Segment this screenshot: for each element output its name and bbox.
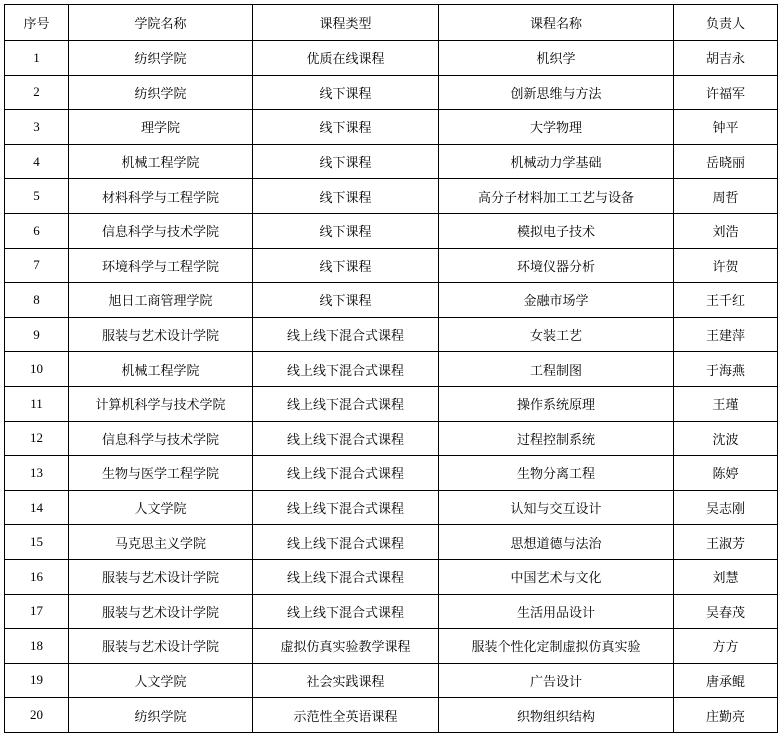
- cell-college-name: 信息科学与技术学院: [69, 213, 253, 248]
- cell-course-name: 操作系统原理: [439, 386, 674, 421]
- cell-course-type: 线上线下混合式课程: [253, 386, 439, 421]
- header-leader: 负责人: [674, 5, 778, 41]
- cell-leader: 王千红: [674, 283, 778, 318]
- cell-leader: 许贺: [674, 248, 778, 283]
- cell-leader: 方方: [674, 629, 778, 664]
- table-row: [5, 110, 778, 145]
- cell-index: 13: [5, 456, 69, 491]
- cell-course-type: 线上线下混合式课程: [253, 559, 439, 594]
- cell-college-name: 信息科学与技术学院: [69, 421, 253, 456]
- table-row: [5, 629, 778, 664]
- table-row: [5, 248, 778, 283]
- cell-course-name: 工程制图: [439, 352, 674, 387]
- cell-index: 4: [5, 144, 69, 179]
- table-row: [5, 594, 778, 629]
- cell-course-type: 线下课程: [253, 110, 439, 145]
- cell-index: 5: [5, 179, 69, 214]
- cell-course-type: 线上线下混合式课程: [253, 525, 439, 560]
- cell-course-type: 线下课程: [253, 283, 439, 318]
- table-row: [5, 352, 778, 387]
- cell-course-type: 线下课程: [253, 144, 439, 179]
- cell-course-name: 过程控制系统: [439, 421, 674, 456]
- cell-course-type: 线下课程: [253, 213, 439, 248]
- cell-college-name: 纺织学院: [69, 698, 253, 733]
- cell-index: 19: [5, 663, 69, 698]
- cell-leader: 沈波: [674, 421, 778, 456]
- cell-leader: 唐承鲲: [674, 663, 778, 698]
- cell-leader: 许福军: [674, 75, 778, 110]
- cell-leader: 吴志刚: [674, 490, 778, 525]
- cell-index: 11: [5, 386, 69, 421]
- cell-index: 1: [5, 41, 69, 76]
- cell-course-name: 机械动力学基础: [439, 144, 674, 179]
- cell-leader: 庄勤亮: [674, 698, 778, 733]
- cell-leader: 周哲: [674, 179, 778, 214]
- cell-college-name: 人文学院: [69, 490, 253, 525]
- table-row: [5, 386, 778, 421]
- cell-college-name: 旭日工商管理学院: [69, 283, 253, 318]
- header-index: 序号: [5, 5, 69, 41]
- cell-index: 9: [5, 317, 69, 352]
- cell-college-name: 马克思主义学院: [69, 525, 253, 560]
- cell-index: 7: [5, 248, 69, 283]
- cell-course-type: 线上线下混合式课程: [253, 421, 439, 456]
- cell-college-name: 机械工程学院: [69, 144, 253, 179]
- table-header-row: [5, 5, 778, 41]
- cell-course-name: 高分子材料加工工艺与设备: [439, 179, 674, 214]
- table-row: [5, 559, 778, 594]
- cell-course-type: 线上线下混合式课程: [253, 490, 439, 525]
- cell-leader: 王淑芳: [674, 525, 778, 560]
- cell-index: 20: [5, 698, 69, 733]
- cell-index: 12: [5, 421, 69, 456]
- table-row: [5, 317, 778, 352]
- cell-course-name: 服装个性化定制虚拟仿真实验: [439, 629, 674, 664]
- table-row: [5, 75, 778, 110]
- cell-index: 16: [5, 559, 69, 594]
- cell-course-type: 优质在线课程: [253, 41, 439, 76]
- header-course-name: 课程名称: [439, 5, 674, 41]
- cell-course-type: 线下课程: [253, 248, 439, 283]
- cell-college-name: 服装与艺术设计学院: [69, 629, 253, 664]
- cell-index: 8: [5, 283, 69, 318]
- cell-course-type: 示范性全英语课程: [253, 698, 439, 733]
- cell-college-name: 材料科学与工程学院: [69, 179, 253, 214]
- cell-college-name: 纺织学院: [69, 41, 253, 76]
- cell-index: 18: [5, 629, 69, 664]
- cell-course-name: 思想道德与法治: [439, 525, 674, 560]
- cell-leader: 王瑾: [674, 386, 778, 421]
- header-college-name: 学院名称: [69, 5, 253, 41]
- cell-course-name: 创新思维与方法: [439, 75, 674, 110]
- cell-course-type: 线上线下混合式课程: [253, 352, 439, 387]
- cell-course-name: 中国艺术与文化: [439, 559, 674, 594]
- cell-leader: 岳晓丽: [674, 144, 778, 179]
- cell-course-type: 社会实践课程: [253, 663, 439, 698]
- cell-course-name: 模拟电子技术: [439, 213, 674, 248]
- cell-college-name: 服装与艺术设计学院: [69, 317, 253, 352]
- table-row: [5, 421, 778, 456]
- cell-course-name: 广告设计: [439, 663, 674, 698]
- cell-course-type: 虚拟仿真实验教学课程: [253, 629, 439, 664]
- cell-college-name: 理学院: [69, 110, 253, 145]
- cell-course-name: 大学物理: [439, 110, 674, 145]
- cell-course-name: 机织学: [439, 41, 674, 76]
- cell-course-type: 线上线下混合式课程: [253, 317, 439, 352]
- cell-college-name: 机械工程学院: [69, 352, 253, 387]
- cell-course-name: 生物分离工程: [439, 456, 674, 491]
- course-table: [4, 4, 778, 733]
- cell-college-name: 人文学院: [69, 663, 253, 698]
- table-body: [5, 41, 778, 733]
- table-row: [5, 525, 778, 560]
- cell-index: 2: [5, 75, 69, 110]
- cell-course-type: 线上线下混合式课程: [253, 456, 439, 491]
- cell-course-type: 线下课程: [253, 75, 439, 110]
- table-row: [5, 490, 778, 525]
- table-row: [5, 144, 778, 179]
- cell-college-name: 计算机科学与技术学院: [69, 386, 253, 421]
- cell-course-name: 生活用品设计: [439, 594, 674, 629]
- cell-course-name: 织物组织结构: [439, 698, 674, 733]
- cell-index: 15: [5, 525, 69, 560]
- cell-index: 6: [5, 213, 69, 248]
- cell-college-name: 服装与艺术设计学院: [69, 594, 253, 629]
- cell-course-name: 女装工艺: [439, 317, 674, 352]
- cell-college-name: 生物与医学工程学院: [69, 456, 253, 491]
- cell-leader: 钟平: [674, 110, 778, 145]
- cell-leader: 王建萍: [674, 317, 778, 352]
- cell-leader: 于海燕: [674, 352, 778, 387]
- cell-college-name: 环境科学与工程学院: [69, 248, 253, 283]
- cell-course-name: 金融市场学: [439, 283, 674, 318]
- cell-college-name: 服装与艺术设计学院: [69, 559, 253, 594]
- cell-index: 14: [5, 490, 69, 525]
- cell-index: 3: [5, 110, 69, 145]
- cell-index: 17: [5, 594, 69, 629]
- table-row: [5, 179, 778, 214]
- header-course-type: 课程类型: [253, 5, 439, 41]
- cell-leader: 刘慧: [674, 559, 778, 594]
- table-row: [5, 41, 778, 76]
- table-row: [5, 663, 778, 698]
- cell-index: 10: [5, 352, 69, 387]
- cell-course-name: 认知与交互设计: [439, 490, 674, 525]
- cell-leader: 刘浩: [674, 213, 778, 248]
- table-row: [5, 698, 778, 733]
- cell-course-type: 线下课程: [253, 179, 439, 214]
- table-row: [5, 456, 778, 491]
- cell-leader: 胡吉永: [674, 41, 778, 76]
- cell-college-name: 纺织学院: [69, 75, 253, 110]
- table-row: [5, 213, 778, 248]
- cell-leader: 陈婷: [674, 456, 778, 491]
- cell-course-type: 线上线下混合式课程: [253, 594, 439, 629]
- cell-course-name: 环境仪器分析: [439, 248, 674, 283]
- cell-leader: 吴春茂: [674, 594, 778, 629]
- table-row: [5, 283, 778, 318]
